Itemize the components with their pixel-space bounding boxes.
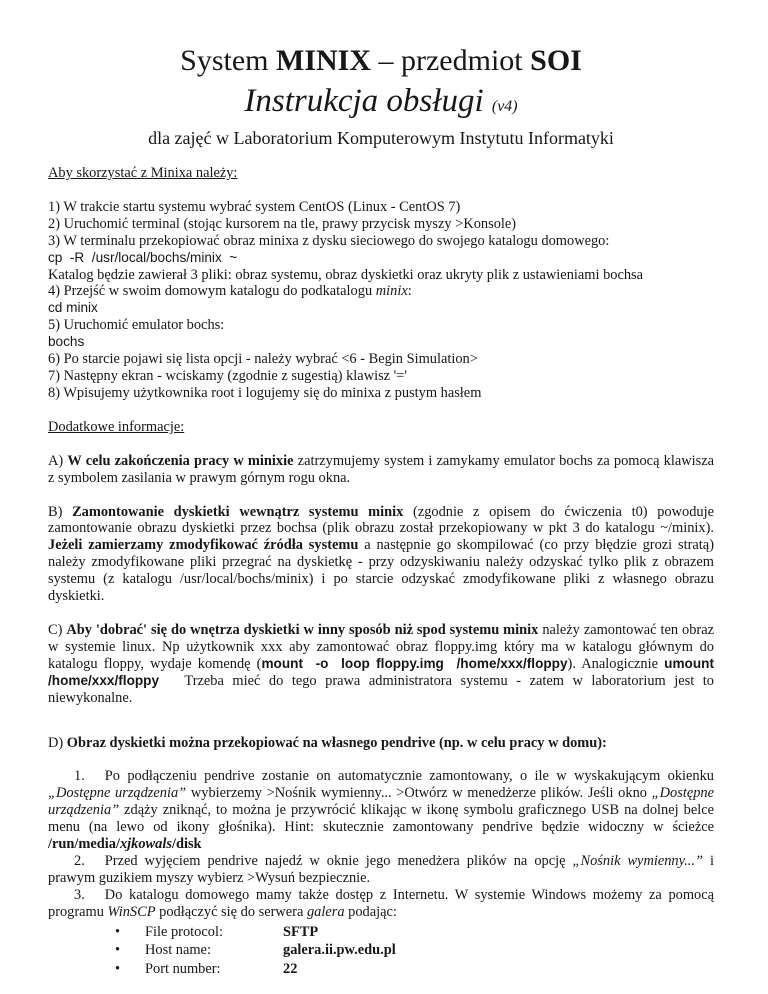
bullet-item-host-name [115, 942, 714, 959]
para-b-lead: Zamontowanie dyskietki wewnątrz systemu minix [72, 503, 404, 520]
para-b-text: (zgodnie z opisem do ćwiczenia t0) powoduje zamontowanie obrazu dyskietki przez bochsa (plik obrazu został przekopiowany w pkt 3 do katalogu ~/minix). [48, 503, 714, 537]
bullet-item-file-protocol [115, 924, 714, 941]
command-line-cd: cd minix [48, 300, 98, 316]
item-text: Po podłączeniu pendrive zostanie on automatycznie zamontowany, o ile w wyskakującym okienku [104, 768, 714, 785]
info-heading: Dodatkowe informacje: [48, 418, 185, 435]
pendrive-item-1 [48, 768, 714, 853]
title-run-plain: System [180, 44, 276, 77]
version-label: (v4) [491, 98, 518, 115]
doc-subtitle [48, 81, 714, 127]
item-text: i prawym guzikiem myszy wybierz >Wysuń bezpiecznie. [48, 852, 714, 886]
pendrive-item-1-text [48, 768, 714, 853]
bullet-icon: • [115, 961, 121, 978]
step-text-italic: minix [375, 283, 408, 300]
para-label: C) [48, 621, 67, 638]
command-line-cp: cp -R /usr/local/bochs/minix ~ [48, 249, 238, 265]
item-text: zdąży zniknąć, to można je przywrócić klikając w ikonę symbolu graficznego USB na dolnej belce menu (na lewo od ikony głośnika). Hint: skutecznie zamontowany pendrive będzie widoczny w ścieżce [48, 802, 714, 836]
step-line-3: 3) W terminalu przekopiować obraz minixa z dysku sieciowego do swojego katalogu domowego: [48, 232, 610, 249]
item-text: Do katalogu domowego mamy także dostęp z Internetu. W systemie Windows możemy za pomocą programu [48, 886, 714, 920]
usb-path: /disk [171, 836, 202, 852]
step-line-1: 1) W trakcie startu systemu wybrać system CentOS (Linux - CentOS 7) [48, 198, 461, 215]
bullet-label: Host name: [145, 942, 211, 959]
item-text-italic: „Dostępne urządzenia” [48, 785, 187, 802]
command-mount: mount -o loop floppy.img /home/xxx/floppy [261, 655, 568, 671]
command-umount: umount /home/xxx/floppy [48, 655, 722, 688]
step-line-5: 5) Uruchomić emulator bochs: [48, 317, 225, 334]
para-d-lead: Obraz dyskietki można przekopiować na własnego pendrive (np. w celu pracy w domu): [66, 735, 607, 752]
para-label: D) [48, 735, 67, 752]
bullet-item-port-number [115, 961, 714, 978]
bullet-icon: • [115, 923, 121, 940]
step-note-3: Katalog będzie zawierał 3 pliki: obraz systemu, obraz dyskietki oraz ukryty plik z ustawieniami bochsa [48, 266, 644, 283]
info-paragraph-d-heading [48, 735, 714, 752]
item-text-italic: „Nośnik wymienny...” [572, 852, 703, 869]
item-number: 2. [74, 852, 85, 869]
usage-heading: Aby skorzystać z Minixa należy: [48, 165, 238, 181]
usage-steps [48, 199, 714, 402]
para-label: A) [48, 452, 68, 469]
usb-path: /run/media/ [48, 836, 120, 852]
info-paragraph-a [48, 453, 714, 487]
para-b-lead-2: Jeżeli zamierzamy zmodyfikować źródła systemu [48, 537, 359, 554]
subtitle-text: Instrukcja obsługi [244, 83, 492, 119]
doc-tagline: dla zajęć w Laboratorium Komputerowym Instytutu Informatyki [148, 128, 614, 148]
title-run-minix: MINIX [276, 44, 371, 77]
para-c-lead: Aby 'dobrać' się do wnętrza dyskietki w inny sposób niż spod systemu minix [66, 621, 539, 638]
bullet-value: SFTP [283, 923, 319, 940]
item-text: Przed wyjęciem pendrive najedź w oknie jego menedżera plików na opcję [104, 852, 573, 869]
command-line-bochs: bochs [48, 334, 85, 350]
bullet-label: Port number: [145, 961, 221, 978]
step-line-6: 6) Po starcie pojawi się lista opcji - należy wybrać <6 - Begin Simulation> [48, 351, 478, 368]
pendrive-item-2-text [48, 853, 714, 887]
pendrive-item-3 [48, 887, 714, 921]
item-number: 1. [74, 768, 85, 785]
step-line-2: 2) Uruchomić terminal (stojąc kursorem na tle, prawy przycisk myszy >Konsole) [48, 215, 517, 232]
info-paragraph-c [48, 621, 722, 707]
para-a-lead: W celu zakończenia pracy w minixie [67, 452, 294, 469]
step-text: : [407, 283, 412, 300]
winscp-bullet-list [115, 924, 714, 979]
item-text: wybierzemy >Nośnik wymienny... >Otwórz w menedżerze plików. Jeśli okno [186, 785, 652, 802]
step-text: 4) Przejść w swoim domowym katalogu do podkatalogu [48, 283, 376, 300]
pendrive-item-2 [48, 853, 714, 887]
title-run-soi: SOI [530, 44, 582, 77]
bullet-icon: • [115, 942, 121, 959]
step-line-4 [48, 283, 714, 300]
bullet-label: File protocol: [145, 923, 223, 940]
item-number: 3. [74, 886, 85, 903]
item-text-italic: galera [306, 903, 345, 920]
item-text: podając: [344, 903, 397, 920]
item-text: podłączyć się do serwera [155, 903, 307, 920]
item-text-italic: WinSCP [107, 903, 156, 920]
para-a-text: zatrzymujemy system i zamykamy emulator bochs za pomocą klawisza z symbolem zasilania w prawym górnym rogu okna. [48, 452, 714, 486]
usb-path-user: xjkowals [119, 836, 172, 852]
para-b-text: a następnie go skompilować (co przy błędzie grozi stratą) należy zmodyfikowane pliki przegrać na dyskietkę - przy odzyskiwaniu należy odzyskać tylko plik z obrazem systemu (z katalogu /usr/local/bochs/minix) i po starcie odzyskać zmodyfikowane pliki z własnego obrazu dyskietki. [48, 537, 714, 605]
para-c-text: ). Analogicznie [567, 655, 665, 672]
doc-title [48, 40, 714, 81]
para-c-text: należy zamontować ten obraz w systemie linux. Np użytkownik xxx aby zamontować obraz floppy.img który ma w katalogu głównym do katalogu floppy, wydaje komendę ( [48, 621, 714, 672]
step-line-7: 7) Następny ekran - wciskamy (zgodnie z sugestią) klawisz '=' [48, 367, 407, 384]
step-line-8: 8) Wpisujemy użytkownika root i logujemy się do minixa z pustym hasłem [48, 384, 482, 401]
title-run-plain: – przedmiot [371, 44, 531, 77]
item-text-italic: „Dostępne urządzenia” [48, 785, 714, 819]
info-paragraph-b [48, 504, 714, 605]
bullet-value: 22 [283, 961, 298, 978]
para-label: B) [48, 503, 73, 520]
document-header [48, 40, 714, 150]
pendrive-item-3-text [48, 887, 714, 921]
bullet-value: galera.ii.pw.edu.pl [283, 942, 396, 959]
para-c-text: Trzeba mieć do tego prawa administratora systemu - zatem w laboratorium jest to niewykonalne. [48, 672, 718, 706]
